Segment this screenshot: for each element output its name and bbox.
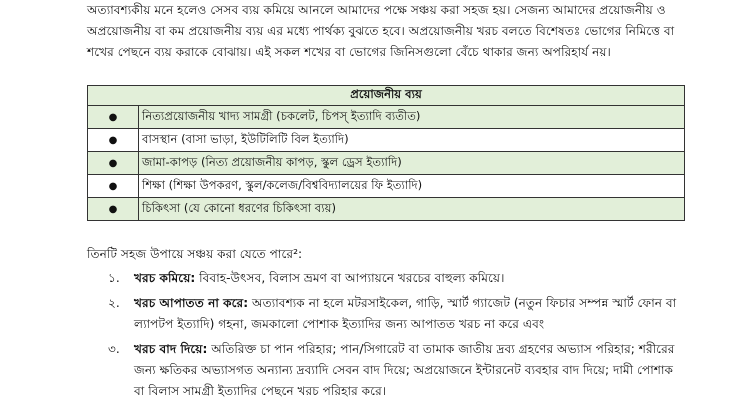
method-text: বিবাহ-উৎসব, বিলাস ভ্রমণ বা আপ্যায়নে খরচের বাহুল্য কমিয়ে। <box>199 271 505 285</box>
table-row <box>88 198 685 221</box>
method-title: খরচ বাদ দিয়ে: <box>134 342 208 356</box>
table-cell: চিকিৎসা (যে কোনো ধরণের চিকিৎসা ব্যয়) <box>139 198 685 221</box>
list-item-body <box>134 293 687 335</box>
table-cell: জামা-কাপড় (নিত্য প্রয়োজনীয় কাপড়, স্কুল ড্রেস ইত্যাদি) <box>139 152 685 175</box>
bullet-icon: ● <box>88 175 139 198</box>
method-text: অতিরিক্ত চা পান পরিহার; পান/সিগারেট বা তামাক জাতীয় দ্রব্য গ্রহণের অভ্যাস পরিহার; শরীরের <box>211 342 675 356</box>
methods-intro: তিনটি সহজ উপায়ে সঞ্চয় করা যেতে পারে²: <box>87 247 303 261</box>
paragraph-line: শখের পেছনে ব্যয় করাকে বোঝায়। এই সকল শখের বা ভোগের জিনিসগুলো বেঁচে থাকার জন্য অপরিহার্য নয়। <box>87 45 611 59</box>
table-row <box>88 152 685 175</box>
bullet-icon: ● <box>88 152 139 175</box>
list-number: ১. <box>108 271 120 285</box>
table-row <box>88 175 685 198</box>
list-item <box>87 268 687 289</box>
list-number: ২. <box>108 296 120 310</box>
list-number: ৩. <box>108 342 120 356</box>
table-cell: নিত্যপ্রয়োজনীয় খাদ্য সামগ্রী (চকলেট, চিপস্ ইত্যাদি ব্যতীত) <box>139 106 685 129</box>
table-row <box>88 106 685 129</box>
method-text: জন্য ক্ষতিকর অভ্যাসগত অন্যান্য দ্রব্যাদি সেবন বাদ দিয়ে; অপ্রয়োজনে ইন্টারনেট ব্যবহার বাদ দিয়ে; দামী পোশাক <box>134 363 674 377</box>
table-header-row <box>88 86 685 106</box>
necessary-expenses-table <box>87 85 685 221</box>
list-line <box>134 339 687 360</box>
method-title: খরচ আপাতত না করে: <box>134 296 249 310</box>
table-cell: শিক্ষা (শিক্ষা উপকরণ, স্কুল/কলেজ/বিশ্ববিদ্যালয়ের ফি ইত্যাদি) <box>139 175 685 198</box>
paragraph-line: অত্যাবশ্যকীয় মনে হলেও সেসব ব্যয় কমিয়ে আনলে আমাদের পক্ষে সঞ্চয় করা সহজ হয়। সেজন্য আমাদের প্রয়োজনীয় ও <box>87 3 666 17</box>
list-item <box>87 339 687 402</box>
methods-list <box>87 268 687 406</box>
table-header: প্রয়োজনীয় ব্যয় <box>88 86 685 106</box>
intro-paragraph <box>87 0 687 63</box>
list-line <box>134 268 687 289</box>
method-title: খরচ কমিয়ে: <box>134 271 196 285</box>
list-item <box>87 293 687 335</box>
paragraph-line: অপ্রয়োজনীয় বা কম প্রয়োজনীয় ব্যয় এর মধ্যে পার্থক্য বুঝতে হবে। অপ্রয়োজনীয় খরচ বলতে বিশেষতঃ ভোগের নিমিত্তে বা <box>87 24 675 38</box>
list-item-body <box>134 339 687 402</box>
table-row <box>88 129 685 152</box>
method-text: ল্যাপটপ ইত্যাদি) গহনা, জমকালো পোশাক ইত্যাদির জন্য আপাতত খরচ না করে এবং <box>134 317 545 331</box>
method-text: বা বিলাস সামগ্রী ইত্যাদির পেছনে খরচ পরিহার করে। <box>134 384 387 398</box>
bullet-icon: ● <box>88 198 139 221</box>
list-line <box>134 293 687 314</box>
bullet-icon: ● <box>88 129 139 152</box>
table-cell: বাসস্থান (বাসা ভাড়া, ইউটিলিটি বিল ইত্যাদি) <box>139 129 685 152</box>
bullet-icon: ● <box>88 106 139 129</box>
method-text: অত্যাবশ্যক না হলে মটরসাইকেল, গাড়ি, স্মার্ট গ্যাজেট (নতুন ফিচার সম্পন্ন স্মার্ট ফোন বা <box>252 296 677 310</box>
list-item-body <box>134 268 687 289</box>
